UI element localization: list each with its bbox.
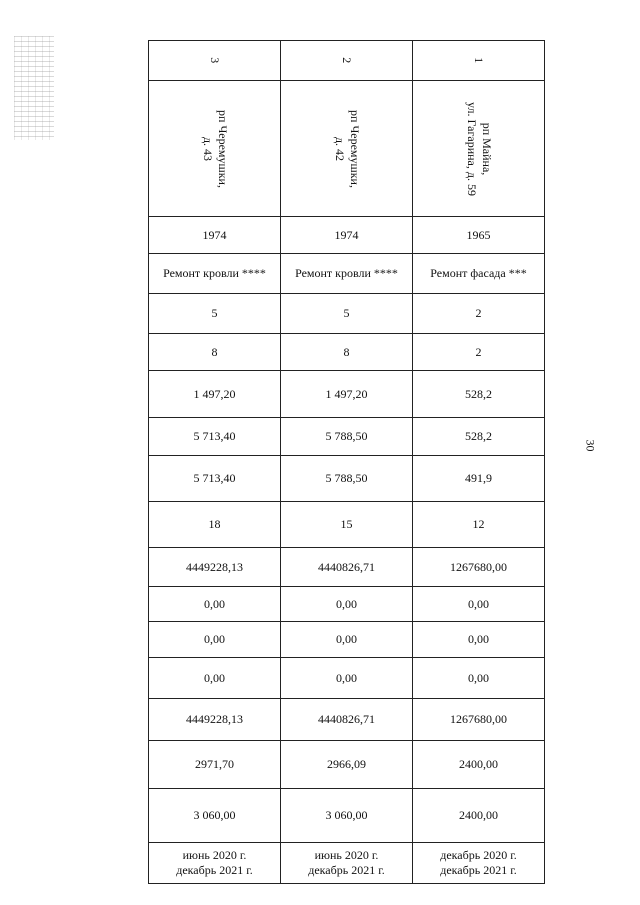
cell-num: 3 xyxy=(149,41,281,81)
cell-work-type: Ремонт фасада *** xyxy=(413,254,545,294)
cell-value: 2400,00 xyxy=(413,741,545,789)
cell-value: 5 xyxy=(149,294,281,334)
cell-num: 1 xyxy=(413,41,545,81)
cell-value: 0,00 xyxy=(413,622,545,658)
row-v13 xyxy=(149,789,545,843)
cell-year: 1974 xyxy=(149,217,281,254)
cell-value: 0,00 xyxy=(281,587,413,622)
cell-value: 0,00 xyxy=(413,587,545,622)
cell-value: 0,00 xyxy=(281,622,413,658)
cell-address: рп Майна, ул. Гагарина, д. 59 xyxy=(413,81,545,217)
row-number xyxy=(149,41,545,81)
cell-value: 3 060,00 xyxy=(281,789,413,843)
cell-value: 1267680,00 xyxy=(413,699,545,741)
cell-value: 4449228,13 xyxy=(149,548,281,587)
cell-value: 18 xyxy=(149,502,281,548)
cell-work-type: Ремонт кровли **** xyxy=(281,254,413,294)
row-year xyxy=(149,217,545,254)
cell-value: 2 xyxy=(413,334,545,371)
cell-period: июнь 2020 г. декабрь 2021 г. xyxy=(281,843,413,884)
row-work-type xyxy=(149,254,545,294)
row-v12 xyxy=(149,741,545,789)
cell-year: 1974 xyxy=(281,217,413,254)
cell-value: 0,00 xyxy=(413,658,545,699)
row-v6 xyxy=(149,502,545,548)
cell-value: 5 788,50 xyxy=(281,418,413,456)
cell-value: 0,00 xyxy=(281,658,413,699)
cell-value: 2400,00 xyxy=(413,789,545,843)
cell-value: 2971,70 xyxy=(149,741,281,789)
cell-num: 2 xyxy=(281,41,413,81)
row-v8 xyxy=(149,587,545,622)
cell-value: 15 xyxy=(281,502,413,548)
cell-value: 1 497,20 xyxy=(281,371,413,418)
cell-value: 1267680,00 xyxy=(413,548,545,587)
cell-value: 528,2 xyxy=(413,418,545,456)
cell-value: 4449228,13 xyxy=(149,699,281,741)
cell-value: 2 xyxy=(413,294,545,334)
scan-artifact xyxy=(14,36,54,140)
row-v1 xyxy=(149,294,545,334)
cell-period: декабрь 2020 г. декабрь 2021 г. xyxy=(413,843,545,884)
row-v3 xyxy=(149,371,545,418)
row-address xyxy=(149,81,545,217)
cell-value: 1 497,20 xyxy=(149,371,281,418)
row-v11 xyxy=(149,699,545,741)
page-number: 30 xyxy=(583,439,598,452)
cell-value: 5 788,50 xyxy=(281,456,413,502)
cell-period: июнь 2020 г. декабрь 2021 г. xyxy=(149,843,281,884)
row-v9 xyxy=(149,622,545,658)
row-v7 xyxy=(149,548,545,587)
row-period xyxy=(149,843,545,884)
row-v5 xyxy=(149,456,545,502)
repair-table xyxy=(148,40,545,884)
cell-value: 5 713,40 xyxy=(149,456,281,502)
cell-value: 491,9 xyxy=(413,456,545,502)
cell-value: 0,00 xyxy=(149,622,281,658)
cell-value: 2966,09 xyxy=(281,741,413,789)
cell-value: 4440826,71 xyxy=(281,699,413,741)
cell-value: 0,00 xyxy=(149,658,281,699)
row-v4 xyxy=(149,418,545,456)
cell-work-type: Ремонт кровли **** xyxy=(149,254,281,294)
row-v10 xyxy=(149,658,545,699)
cell-value: 3 060,00 xyxy=(149,789,281,843)
cell-value: 8 xyxy=(149,334,281,371)
cell-value: 5 xyxy=(281,294,413,334)
cell-value: 528,2 xyxy=(413,371,545,418)
cell-year: 1965 xyxy=(413,217,545,254)
row-v2 xyxy=(149,334,545,371)
cell-value: 5 713,40 xyxy=(149,418,281,456)
cell-value: 0,00 xyxy=(149,587,281,622)
cell-address: рп Черемушки, д. 43 xyxy=(149,81,281,217)
cell-value: 4440826,71 xyxy=(281,548,413,587)
cell-value: 12 xyxy=(413,502,545,548)
cell-value: 8 xyxy=(281,334,413,371)
cell-address: рп Черемушки, д. 42 xyxy=(281,81,413,217)
